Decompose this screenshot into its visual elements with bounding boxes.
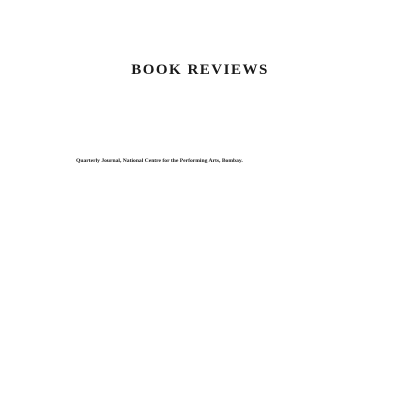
page-title: BOOK REVIEWS [131, 62, 269, 78]
review-heading: Quarterly Journal, National Centre for the Performing Arts, Bombay. [76, 158, 243, 164]
